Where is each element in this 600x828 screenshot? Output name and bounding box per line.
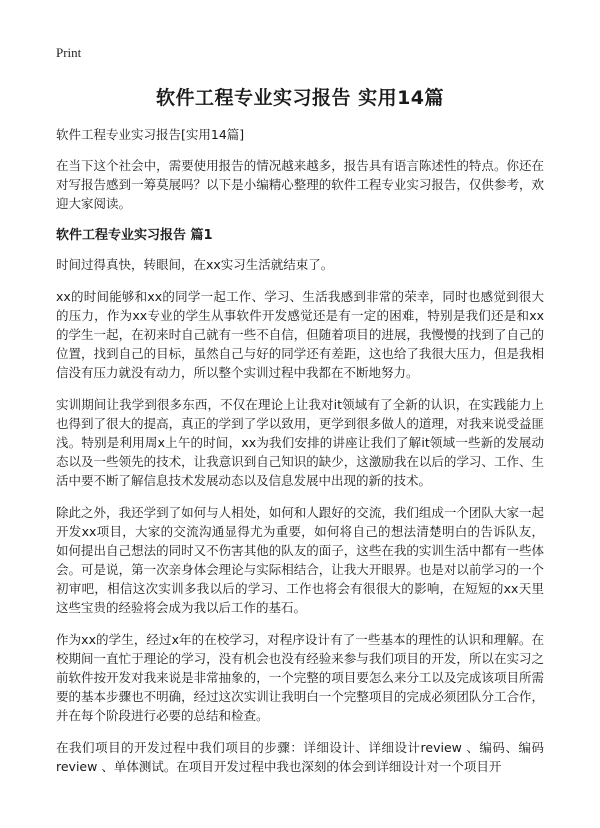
document-subtitle: 软件工程专业实习报告[实用14篇] [56, 127, 245, 142]
section-heading: 软件工程专业实习报告 篇1 [56, 228, 213, 243]
body-paragraph: 除此之外，我还学到了如何与人相处，如何和人跟好的交流，我们组成一个团队大家一起开发xx项目，大家的交流沟通显得尤为重要，如何将自己的想法清楚明白的告诉队友，如何提出自己想法的同时又不伤害其他的队友的面子，这些在我的实训生活中都有一些体会。可是说，第一次亲身体会理论与实际相结合，让我大开眼界。也是对以前学习的一个初审吧，相信这次实训多我以后的学习、工作也将会有很很大的影响，在短短的xx天里这些宝贵的经验将会成为我以后工作的基石。 [56, 505, 544, 615]
intro-paragraph: 在当下这个社会中，需要使用报告的情况越来越多，报告具有语言陈述性的特点。你还在对写报告感到一筹莫展吗？以下是小编精心整理的软件工程专业实习报告，仅供参考，欢迎大家阅读。 [56, 158, 544, 211]
body-paragraph: 时间过得真快，转眼间，在xx实习生活就结束了。 [56, 257, 334, 272]
body-paragraph: 作为xx的学生，经过x年的在校学习，对程序设计有了一些基本的理性的认识和理解。在校期间一直忙于理论的学习，没有机会也没有经验来参与我们项目的开发，所以在实习之前软件按开发对我来说是非常抽象的，一个完整的项目要怎么来分工以及完成该项目所需要的基本步骤也不明确，经过这次实训让我明白一个完整项目的完成必须团队分工合作，并在每个阶段进行必要的总结和检查。 [56, 632, 544, 723]
body-paragraph: 在我们项目的开发过程中我们项目的步骤：详细设计、详细设计review 、编码、编码review 、单体测试。在项目开发过程中我也深刻的体会到详细设计对一个项目开 [56, 740, 544, 774]
body-paragraph: 实训期间让我学到很多东西，不仅在理论上让我对it领域有了全新的认识，在实践能力上也得到了很大的提高，真正的学到了学以致用，更学到很多做人的道理，对我来说受益匪浅。特别是利用周x上午的时间，xx为我们安排的讲座让我们了解it领域一些新的发展动态以及一些领先的技术，让我意识到自己知识的缺少，这激励我在以后的学习、工作、生活中要不断了解信息技术发展动态以及信息发展中出现的新的技术。 [56, 397, 544, 488]
body-paragraph: xx的时间能够和xx的同学一起工作、学习、生活我感到非常的荣幸，同时也感觉到很大的压力，作为xx专业的学生从事软件开发感觉还是有一定的困难，特别是我们还是和xx的学生一起，在初来时自己就有一些不自信，但随着项目的进展，我慢慢的找到了自己的位置，找到自己的目标，虽然自己与好的同学还有差距，这也给了我很大压力，但是我相信没有压力就没有动力，所以整个实训过程中我都在不断地努力。 [56, 289, 544, 380]
print-link[interactable]: Print [56, 45, 82, 60]
page-title: 软件工程专业实习报告 实用14篇 [155, 87, 445, 109]
